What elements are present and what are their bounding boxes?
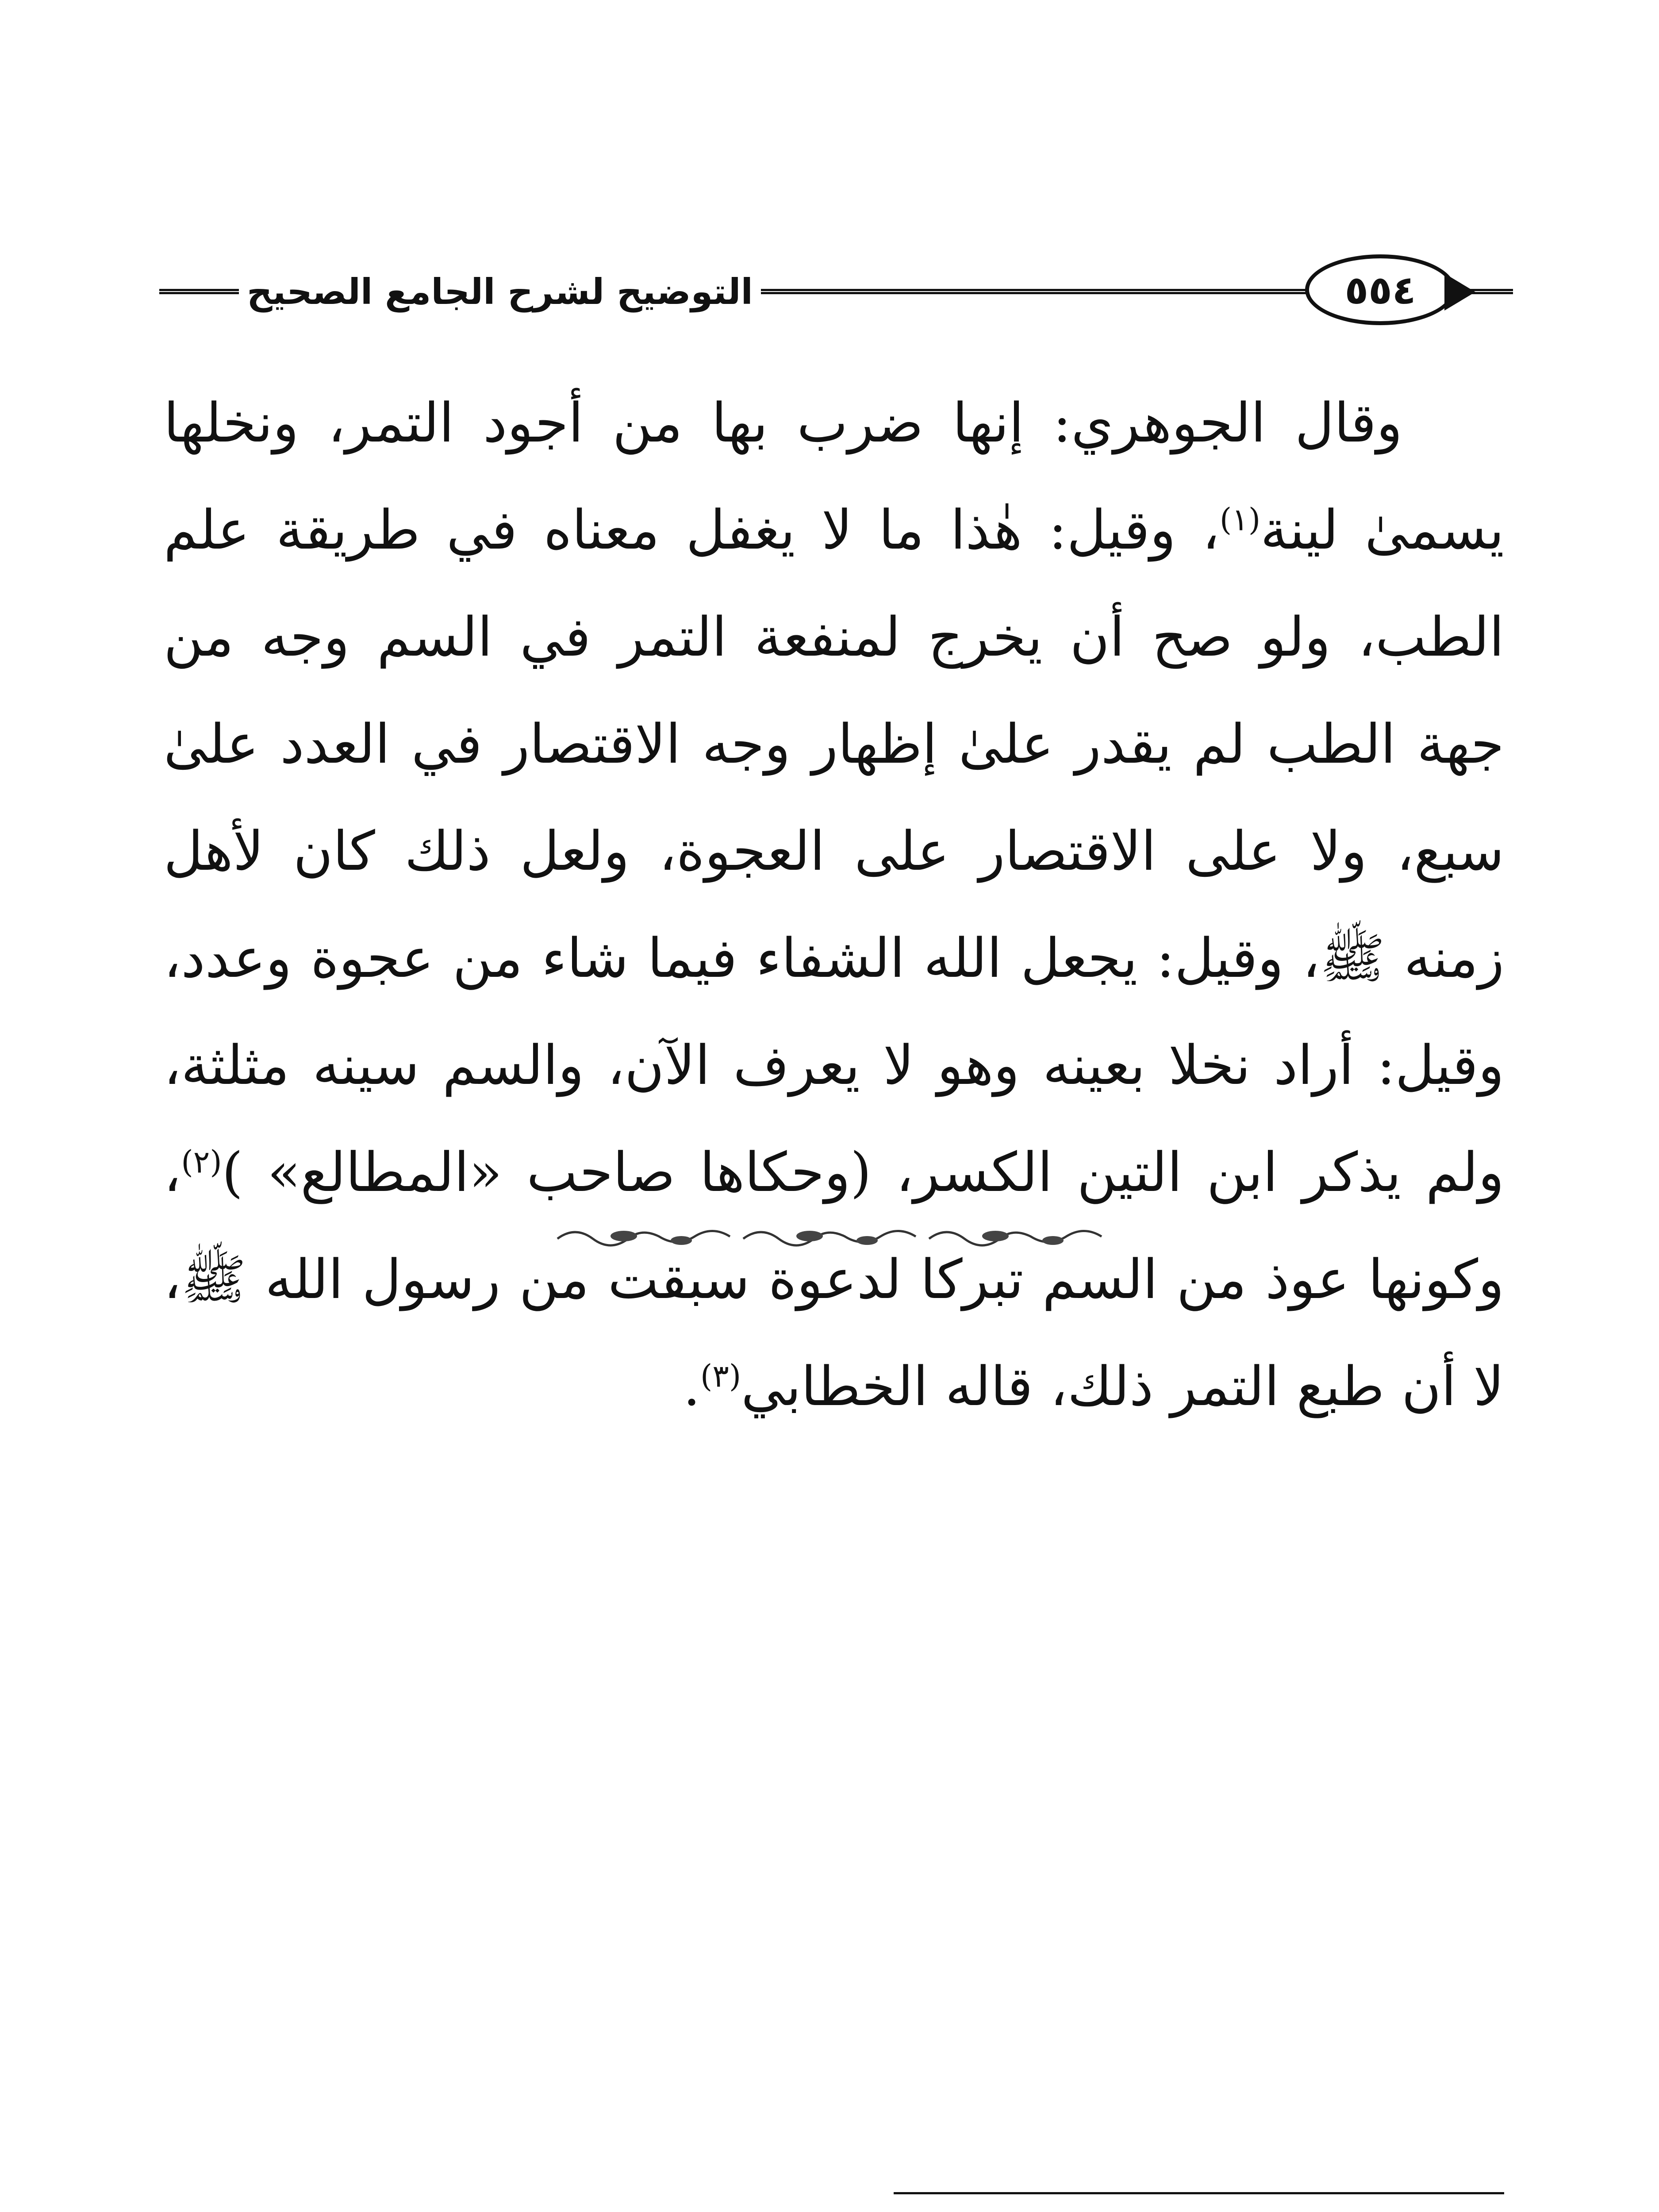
running-title: التوضيح لشرح الجامع الصحيح: [247, 271, 753, 312]
section-end-ornament: [549, 1225, 1110, 1252]
footnote-ref-1: (١): [1219, 501, 1261, 538]
header-rule-middle: [761, 289, 1380, 294]
header-rule-right: [1469, 289, 1513, 294]
main-text: [164, 369, 1504, 1440]
paragraph-text-1: وقال الجوهري: إنها ضرب بها من أجود التمر، ونخلها يسمىٰ لينة: [164, 392, 1505, 561]
body-paragraph: [164, 369, 1504, 1440]
page-header: [159, 239, 1509, 341]
paragraph-text-4: .: [683, 1355, 700, 1418]
paragraph-text-3: ، وكونها عوذ من السم تبركا لدعوة سبقت من رسول الله ﷺ، لا أن طبع التمر ذلك، قاله الخطابي: [164, 1141, 1504, 1418]
page-number: ٥٥٤: [1305, 254, 1455, 325]
footnote-ref-3: (٣): [700, 1358, 741, 1394]
header-rule-left: [159, 289, 239, 294]
footnote-separator: [894, 2192, 1504, 2194]
paragraph-text-2: ، وقيل: هٰذا ما لا يغفل معناه في طريقة علم الطب، ولو صح أن يخرج لمنفعة التمر في السم وجه من جهة الطب لم يقدر علىٰ إظهار وجه الاقتصار في العدد علىٰ سبع، ولا على الاقتصار على العجوة، ولعل ذلك كان لأهل زمنه ﷺ، وقيل: يجعل الله الشفاء فيما شاء من عجوة وعدد، وقيل: أراد نخلا بعينه وهو لا يعرف الآن، والسم سينه مثلثة، ولم يذكر ابن التين الكسر، (وحكاها صاحب «المطالع» ): [164, 499, 1504, 1204]
footnote-ref-2: (٢): [181, 1144, 222, 1180]
